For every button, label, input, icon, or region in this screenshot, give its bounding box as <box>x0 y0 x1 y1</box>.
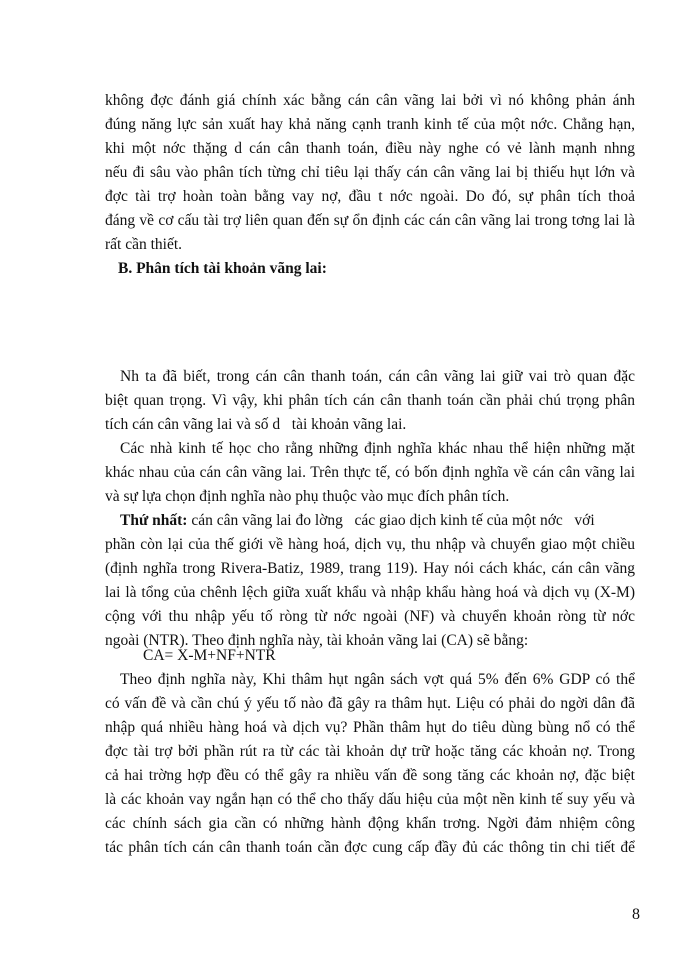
text-line: Nh ta đã biết, trong cán cân thanh toán, cán cân vãng lai giữ vai trò quan đặc <box>120 368 635 385</box>
text-line: có vấn đề và cần chú ý yếu tố nào đã gây ra thâm hụt. Liệu có phải do ngời dân đã <box>105 695 635 712</box>
text-line: nhập quá nhiều hàng hoá và dịch vụ? Phần thâm hụt do tiêu dùng bùng nổ có thể <box>105 719 635 736</box>
text-run: cán cân vãng lai đo lờng các giao dịch kinh tế của một nớc với <box>187 512 595 529</box>
text-line: cả hai trờng hợp đều có thể gây ra nhiều vấn đề song tăng các khoản nợ, đặc biệt <box>105 767 635 784</box>
text-line: cộng với thu nhập yếu tố ròng từ nớc ngoài (NF) và chuyển khoản ròng từ nớc <box>105 608 635 625</box>
text-line: ngoài (NTR). Theo định nghĩa này, tài khoản vãng lai (CA) sẽ bằng: <box>105 632 529 649</box>
text-line: các chính sách gia cần có những hành động khẩn trơng. Ngời đảm nhiệm công <box>105 815 635 832</box>
text-line: biệt quan trọng. Vì vậy, khi phân tích cán cân thanh toán cần phải chú trọng phân <box>105 392 635 409</box>
section-heading: B. Phân tích tài khoản vãng lai: <box>118 260 327 277</box>
text-line: là các khoản vay ngắn hạn có thể cho thấy dấu hiệu của một nền kinh tế suy yếu và <box>105 791 635 808</box>
text-line: không đợc đánh giá chính xác bằng cán cân vãng lai bởi vì nó không phản ánh <box>105 92 635 109</box>
text-line: khác nhau của cán cân vãng lai. Trên thực tế, có bốn định nghĩa về cán cân vãng lai <box>105 464 635 481</box>
text-line: Theo định nghĩa này, Khi thâm hụt ngân sách vợt quá 5% đến 6% GDP có thể <box>120 671 635 688</box>
lead-term: Thứ nhất: <box>120 512 188 529</box>
text-line: Các nhà kinh tế học cho rằng những định nghĩa khác nhau thể hiện những mặt <box>120 440 635 457</box>
text-line: đợc tài trợ hoàn toàn bằng vay nợ, đầu t nớc ngoài. Do đó, sự phân tích thoả <box>105 188 635 205</box>
text-line: đáng về cơ cấu tài trợ liên quan đến sự ổn định các cán cân vãng lai trong tơng lai là <box>105 212 635 229</box>
text-line: rất cần thiết. <box>105 236 183 253</box>
text-line <box>120 509 635 533</box>
text-line: đúng năng lực sản xuất hay khả năng cạnh tranh kinh tế của một nớc. Chẳng hạn, <box>105 116 635 133</box>
page-number: 8 <box>632 906 640 923</box>
text-line: khi một nớc thặng d cán cân thanh toán, điều này nghe có vẻ lành mạnh nhng <box>105 140 635 157</box>
text-line: (định nghĩa trong Rivera-Batiz, 1989, trang 119). Hay nói cách khác, cán cân vãng <box>105 560 635 577</box>
text-line: phần còn lại của thế giới về hàng hoá, dịch vụ, thu nhập và chuyển giao một chiều <box>105 536 635 553</box>
formula: CA= X-M+NF+NTR <box>143 647 276 664</box>
text-line: đợc tài trợ bởi phần rút ra từ các tài khoản dự trữ hoặc tăng các khoản nợ. Trong <box>105 743 635 760</box>
text-line: và sự lựa chọn định nghĩa nào phụ thuộc vào mục đích phân tích. <box>105 488 510 505</box>
text-line: lai là tổng của chênh lệch giữa xuất khẩu và nhập khẩu hàng hoá và dịch vụ (X-M) <box>105 584 635 601</box>
text-line: tác phân tích cán cân thanh toán cần đợc cung cấp đầy đủ các thông tin chi tiết để <box>105 839 635 856</box>
text-line: nếu đi sâu vào phân tích từng chỉ tiêu lại thấy cán cân vãng lai bị thiếu hụt lớn và <box>105 164 635 181</box>
text-line: tích cán cân vãng lai và số d tài khoản vãng lai. <box>105 416 407 433</box>
